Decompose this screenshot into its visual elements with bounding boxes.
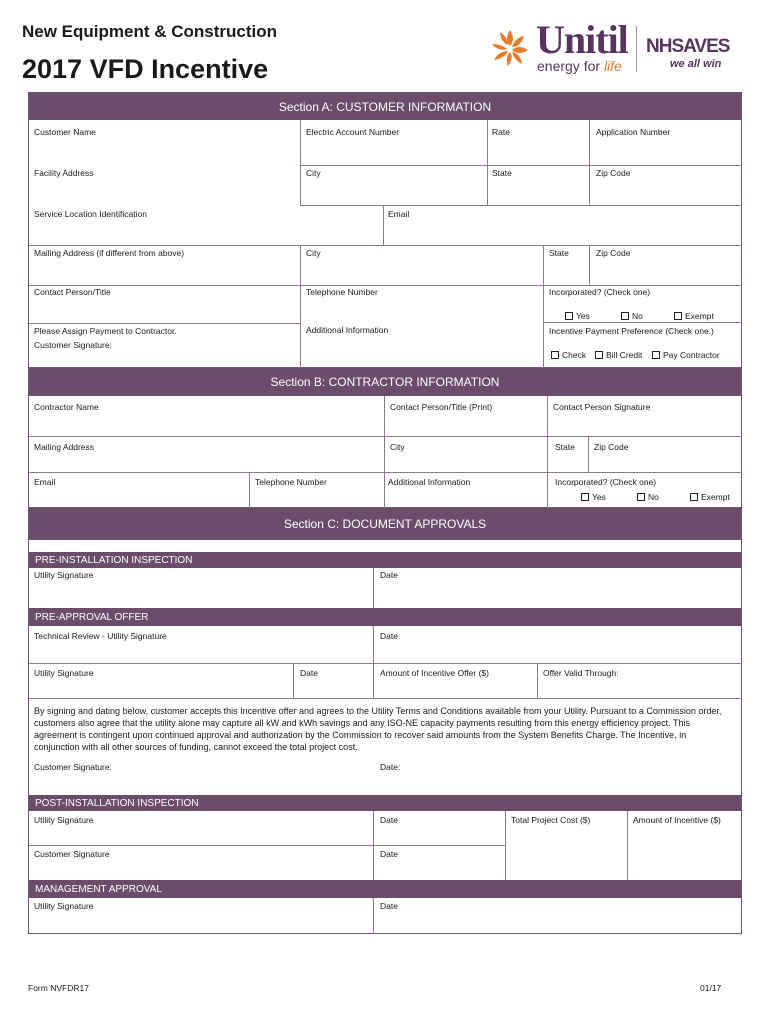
facility-address-label: Facility Address bbox=[34, 168, 94, 178]
unitil-tagline: energy for life bbox=[537, 58, 622, 74]
contractor-state-label: State bbox=[555, 442, 575, 452]
section-a-header: Section A: CUSTOMER INFORMATION bbox=[29, 92, 741, 120]
form-title: 2017 VFD Incentive bbox=[22, 54, 269, 84]
tech-review-label: Technical Review - Utility Signature bbox=[34, 631, 167, 641]
contractor-name-label: Contractor Name bbox=[34, 402, 99, 412]
pre-install-utility-sig-label: Utility Signature bbox=[34, 570, 94, 580]
post-install-date-label: Date bbox=[380, 815, 398, 825]
contractor-additional-info-label: Additional Information bbox=[388, 477, 471, 487]
pre-approval-header: PRE-APPROVAL OFFER bbox=[29, 608, 741, 626]
amount-incentive-label: Amount of Incentive ($) bbox=[633, 815, 721, 825]
incorporated-label: Incorporated? (Check one) bbox=[549, 287, 651, 297]
terms-date-label: Date: bbox=[380, 762, 401, 772]
contractor-exempt-option[interactable]: Exempt bbox=[690, 492, 730, 502]
checkbox-icon[interactable] bbox=[581, 493, 589, 501]
checkbox-icon[interactable] bbox=[690, 493, 698, 501]
pay-contractor-option[interactable]: Pay Contractor bbox=[652, 350, 720, 360]
contractor-mailing-label: Mailing Address bbox=[34, 442, 95, 452]
post-install-customer-sig-label: Customer Signature bbox=[34, 849, 110, 859]
mgmt-utility-sig-label: Utility Signature bbox=[34, 901, 94, 911]
section-c-header: Section C: DOCUMENT APPROVALS bbox=[29, 508, 741, 540]
management-approval-header: MANAGEMENT APPROVAL bbox=[29, 880, 741, 898]
section-b-header: Section B: CONTRACTOR INFORMATION bbox=[29, 368, 741, 396]
post-install-header: POST-INSTALLATION INSPECTION bbox=[29, 795, 741, 811]
checkbox-icon[interactable] bbox=[565, 312, 573, 320]
checkbox-icon[interactable] bbox=[621, 312, 629, 320]
pre-install-date-label: Date bbox=[380, 570, 398, 580]
tech-review-date-label: Date bbox=[380, 631, 398, 641]
city-label: City bbox=[306, 168, 321, 178]
nhsaves-tagline: we all win bbox=[670, 58, 722, 70]
service-location-label: Service Location Identification bbox=[34, 209, 147, 219]
checkbox-icon[interactable] bbox=[674, 312, 682, 320]
state2-label: State bbox=[549, 248, 569, 258]
approval-date-label: Date bbox=[300, 668, 318, 678]
unitil-logo: Unitil bbox=[536, 17, 628, 62]
nhsaves-logo: NHSAVES bbox=[646, 36, 730, 57]
mailing-address-label: Mailing Address (if different from above) bbox=[34, 248, 185, 258]
customer-name-label: Customer Name bbox=[34, 127, 96, 137]
post-install-utility-sig-label: Utility Signature bbox=[34, 815, 94, 825]
customer-signature-label: Customer Signature: bbox=[34, 340, 112, 350]
electric-account-label: Electric Account Number bbox=[306, 127, 400, 137]
contractor-signature-label: Contact Person Signature bbox=[553, 402, 651, 412]
contractor-contact-label: Contact Person/Title (Print) bbox=[390, 402, 493, 412]
amount-offer-label: Amount of Incentive Offer ($) bbox=[380, 668, 489, 678]
mgmt-date-label: Date bbox=[380, 901, 398, 911]
state-label: State bbox=[492, 168, 512, 178]
checkbox-icon[interactable] bbox=[595, 351, 603, 359]
logo-divider bbox=[636, 26, 637, 72]
assign-payment-label: Please Assign Payment to Contractor. bbox=[34, 326, 177, 336]
pay-bill-credit-option[interactable]: Bill Credit bbox=[595, 350, 642, 360]
contractor-no-option[interactable]: No bbox=[637, 492, 659, 502]
checkbox-icon[interactable] bbox=[551, 351, 559, 359]
pay-check-option[interactable]: Check bbox=[551, 350, 586, 360]
terms-customer-sig-label: Customer Signature: bbox=[34, 762, 112, 772]
zip2-label: Zip Code bbox=[596, 248, 631, 258]
post-install-customer-date-label: Date bbox=[380, 849, 398, 859]
checkbox-icon[interactable] bbox=[652, 351, 660, 359]
telephone-label: Telephone Number bbox=[306, 287, 378, 297]
incorporated-yes[interactable]: Yes bbox=[565, 311, 590, 321]
checkbox-icon[interactable] bbox=[637, 493, 645, 501]
payment-preference-label: Incentive Payment Preference (Check one.) bbox=[549, 326, 714, 336]
pre-install-header: PRE-INSTALLATION INSPECTION bbox=[29, 552, 741, 568]
additional-info-label: Additional Information bbox=[306, 325, 389, 335]
zip-label: Zip Code bbox=[596, 168, 631, 178]
form-subtitle: New Equipment & Construction bbox=[22, 22, 277, 41]
contractor-zip-label: Zip Code bbox=[594, 442, 629, 452]
contact-person-label: Contact Person/Title bbox=[34, 287, 111, 297]
offer-valid-label: Offer Valid Through: bbox=[543, 668, 619, 678]
contractor-incorporated-label: Incorporated? (Check one) bbox=[555, 477, 657, 487]
rate-label: Rate bbox=[492, 127, 510, 137]
city2-label: City bbox=[306, 248, 321, 258]
incorporated-exempt[interactable]: Exempt bbox=[674, 311, 714, 321]
application-number-label: Application Number bbox=[596, 127, 671, 137]
incorporated-no[interactable]: No bbox=[621, 311, 643, 321]
form-id: Form NVFDR17 bbox=[28, 983, 89, 993]
email-label: Email bbox=[388, 209, 410, 219]
approval-utility-sig-label: Utility Signature bbox=[34, 668, 94, 678]
total-cost-label: Total Project Cost ($) bbox=[511, 815, 591, 825]
contractor-email-label: Email bbox=[34, 477, 56, 487]
terms-paragraph: By signing and dating below, customer accepts this Incentive offer and agrees to the Utility Terms and Conditions available from your Utility. Pursuant to a Commission order, customers also agree that the utility alone may capture all kW and kWh savings and any ISO-NE capacity payments resulting from this energy efficiency project. This agreement is contingent upon continued approval and authorization by the Commission to recover said amounts from the System Benefits Charge. The Incentive, in conjunction with all other sources of funding, cannot exceed the total project cost. bbox=[34, 706, 722, 752]
contractor-yes-option[interactable]: Yes bbox=[581, 492, 606, 502]
unitil-sun-icon bbox=[488, 26, 532, 70]
form-version: 01/17 bbox=[700, 983, 722, 993]
contractor-city-label: City bbox=[390, 442, 405, 452]
contractor-telephone-label: Telephone Number bbox=[255, 477, 327, 487]
